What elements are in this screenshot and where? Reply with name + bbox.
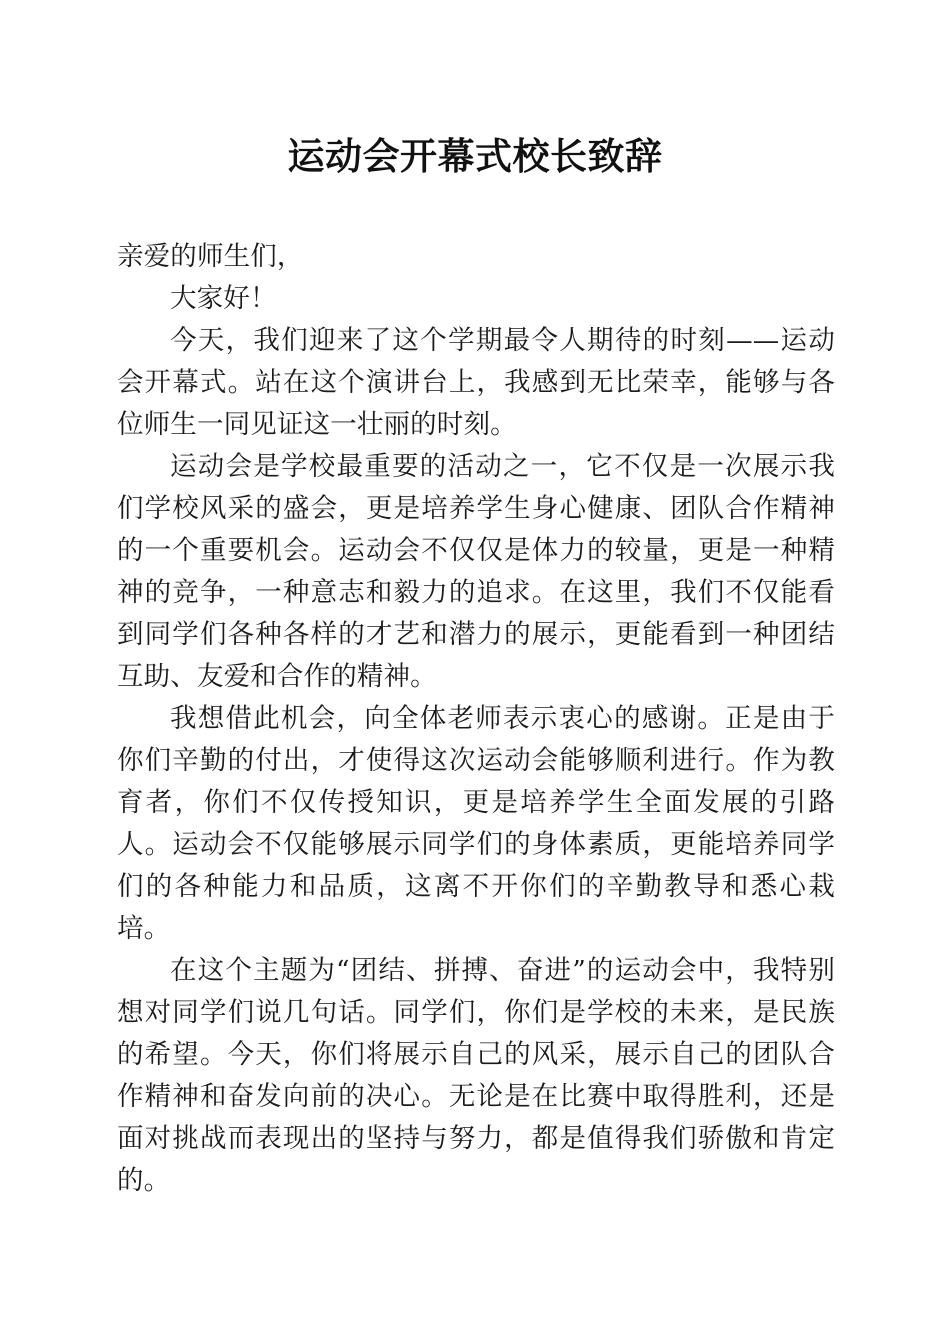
paragraph-significance: 运动会是学校最重要的活动之一，它不仅是一次展示我们学校风采的盛会，更是培养学生身心健康、团队合作精神的一个重要机会。运动会不仅仅是体力的较量，更是一种精神的竞争，一种意志和毅力的追求。在这里，我们不仅能看到同学们各种各样的才艺和潜力的展示，更能看到一种团结互助、友爱和合作的精神。 [117,451,835,692]
paragraph-greeting: 大家好！ [170,283,277,314]
page-title: 运动会开幕式校长致辞 [287,134,663,178]
document-body [117,236,835,1202]
paragraph-salutation: 亲爱的师生们， [117,241,304,272]
paragraph-opening: 今天，我们迎来了这个学期最令人期待的时刻——运动会开幕式。站在这个演讲台上，我感到无比荣幸，能够与各位师生一同见证这一壮丽的时刻。 [117,325,835,440]
paragraph-thanks-to-teachers: 我想借此机会，向全体老师表示衷心的感谢。正是由于你们辛勤的付出，才使得这次运动会能够顺利进行。作为教育者，你们不仅传授知识，更是培养学生全面发展的引路人。运动会不仅能够展示同学们的身体素质，更能培养同学们的各种能力和品质，这离不开你们的辛勤教导和悉心栽培。 [117,703,835,944]
paragraph-message-to-students: 在这个主题为“团结、拼搏、奋进”的运动会中，我特别想对同学们说几句话。同学们，你们是学校的未来，是民族的希望。今天，你们将展示自己的风采，展示自己的团队合作精神和奋发向前的决心。无论是在比赛中取得胜利，还是面对挑战而表现出的坚持与努力，都是值得我们骄傲和肯定的。 [117,955,835,1196]
